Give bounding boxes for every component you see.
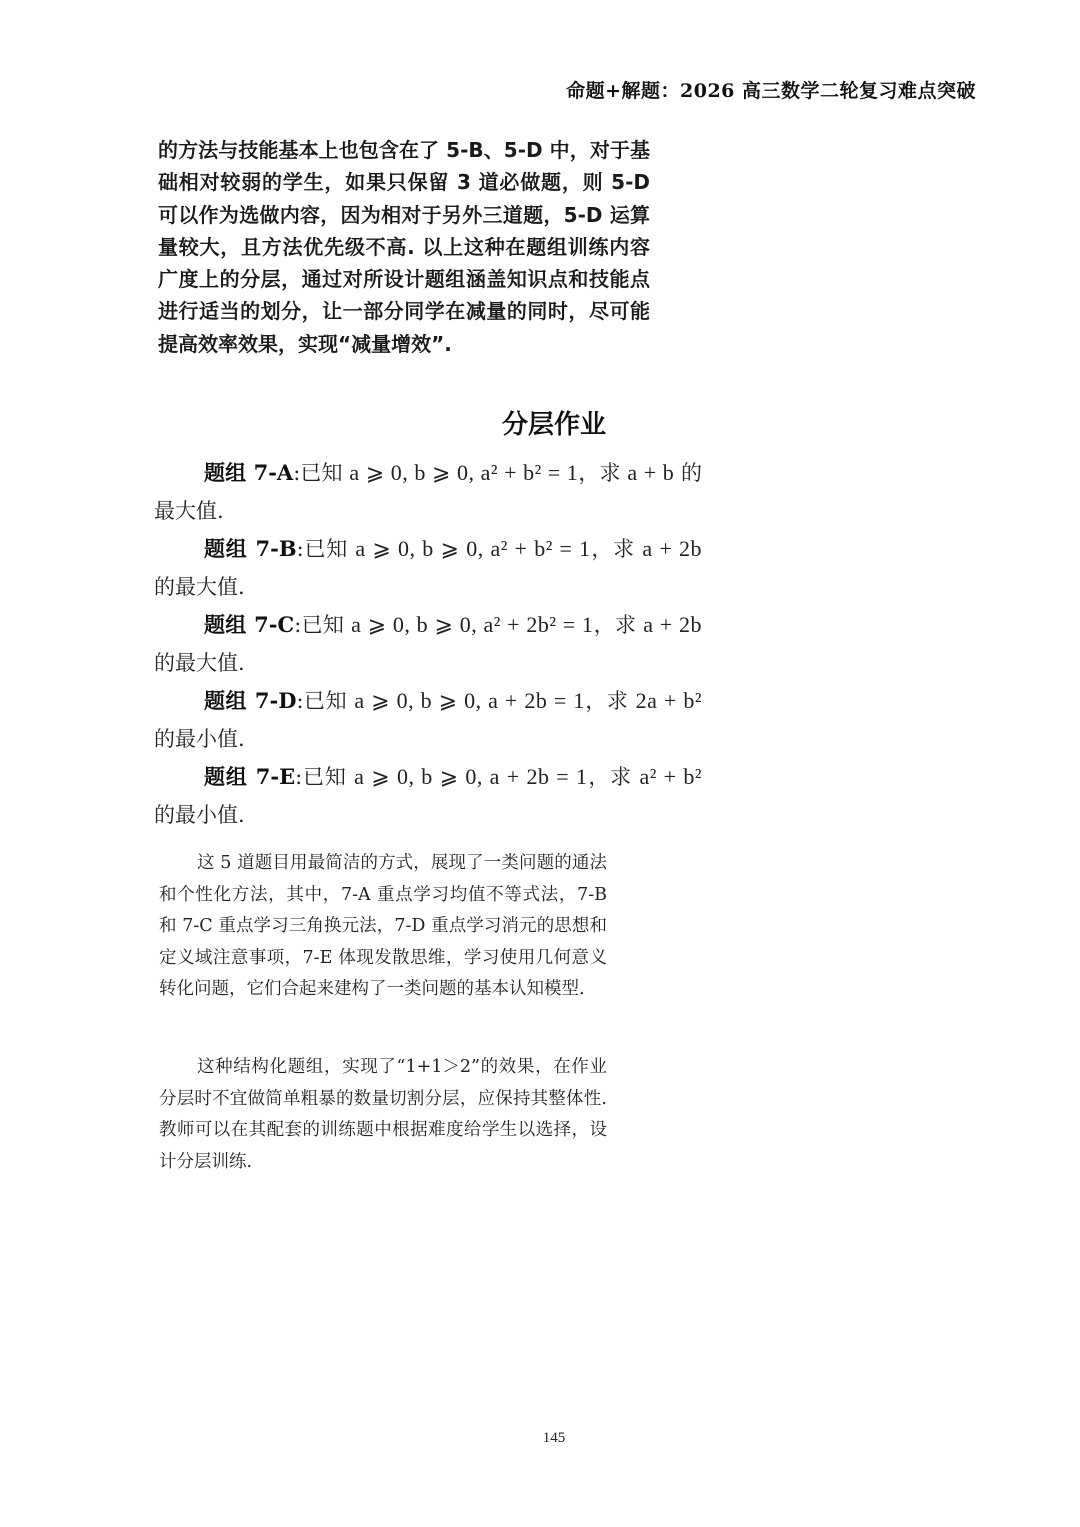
problem-group-label: 题组 7-A <box>204 460 294 485</box>
problem-text: 的最大值. <box>154 575 245 599</box>
problem-text: ，求 <box>590 537 643 561</box>
problem-text: 的最小值. <box>154 803 245 827</box>
problem-condition-math: a ⩾ 0, b ⩾ 0, a + 2b = 1 <box>354 688 585 713</box>
problem-group-7d <box>154 682 702 758</box>
problem-group-label: 题组 7-E <box>204 764 296 789</box>
problem-group-label: 题组 7-C <box>204 612 295 637</box>
section-heading: 分层作业 <box>501 410 606 440</box>
problem-text: ，求 <box>587 765 640 789</box>
problem-text: 已知 <box>300 461 350 485</box>
problem-target-math: a + 2b <box>642 536 703 561</box>
problem-group-separator: : <box>296 689 304 713</box>
problem-group-label: 题组 7-D <box>204 688 297 713</box>
intro-paragraph: 的方法与技能基本上也包含在了 5-B、5-D 中，对于基础相对较弱的学生，如果只保留 3 道必做题，则 5-D 可以作为选做内容，因为相对于另外三道题，5-D 运算量较大，且方法优先级不高. 以上这种在题组训练内容广度上的分层，通过对所设计题组涵盖知识点和技能点进行适当的划分，让一部分同学在减量的同时，尽可能提高效率效果，实现“减量增效”. <box>158 138 650 356</box>
problem-target-math: a + b <box>627 460 675 485</box>
problem-group-7c <box>154 606 702 682</box>
problem-group-separator: : <box>293 461 301 485</box>
problem-text: 已知 <box>301 613 352 637</box>
problem-text: 已知 <box>302 765 355 789</box>
problem-group-label: 题组 7-B <box>204 536 297 561</box>
problem-target-math: 2a + b² <box>635 688 702 713</box>
problem-text: 的最大值. <box>154 461 703 523</box>
problem-text: ，求 <box>578 461 628 485</box>
problem-condition-math: a ⩾ 0, b ⩾ 0, a + 2b = 1 <box>354 764 588 789</box>
problem-target-math: a + 2b <box>643 612 702 637</box>
problem-target-math: a² + b² <box>639 764 702 789</box>
problem-text: 的最小值. <box>154 727 245 751</box>
body-paragraph-analysis: 这 5 道题目用最简洁的方式，展现了一类问题的通法和个性化方法，其中，7-A 重点学习均值不等式法，7-B 和 7-C 重点学习三角换元法，7-D 重点学习消元的思想和定义域注意事项，7-E 体现发散思维，学习使用几何意义转化问题，它们合起来建构了一类问题的基本认知模型. <box>159 853 607 999</box>
problem-condition-math: a ⩾ 0, b ⩾ 0, a² + b² = 1 <box>355 536 591 561</box>
problem-group-list <box>154 454 702 834</box>
problem-condition-math: a ⩾ 0, b ⩾ 0, a² + 2b² = 1 <box>351 612 594 637</box>
problem-text: 已知 <box>303 537 356 561</box>
problem-condition-math: a ⩾ 0, b ⩾ 0, a² + b² = 1 <box>349 460 579 485</box>
problem-group-separator: : <box>295 765 303 789</box>
problem-group-7b <box>154 530 702 606</box>
page-number: 145 <box>542 1430 566 1446</box>
problem-group-separator: : <box>296 537 304 561</box>
problem-text: 已知 <box>303 689 355 713</box>
problem-text: ，求 <box>593 613 644 637</box>
problem-text: 的最大值. <box>154 651 245 675</box>
problem-group-separator: : <box>294 613 302 637</box>
body-paragraph-conclusion: 这种结构化题组，实现了“1+1＞2”的效果，在作业分层时不宜做简单粗暴的数量切割分层，应保持其整体性. 教师可以在其配套的训练题中根据难度给学生以选择，设计分层训练. <box>159 1057 607 1172</box>
problem-text: ，求 <box>584 689 636 713</box>
problem-group-7a <box>154 454 702 530</box>
problem-group-7e <box>154 758 702 834</box>
page-header-title: 命题+解题：2026 高三数学二轮复习难点突破 <box>566 80 976 102</box>
